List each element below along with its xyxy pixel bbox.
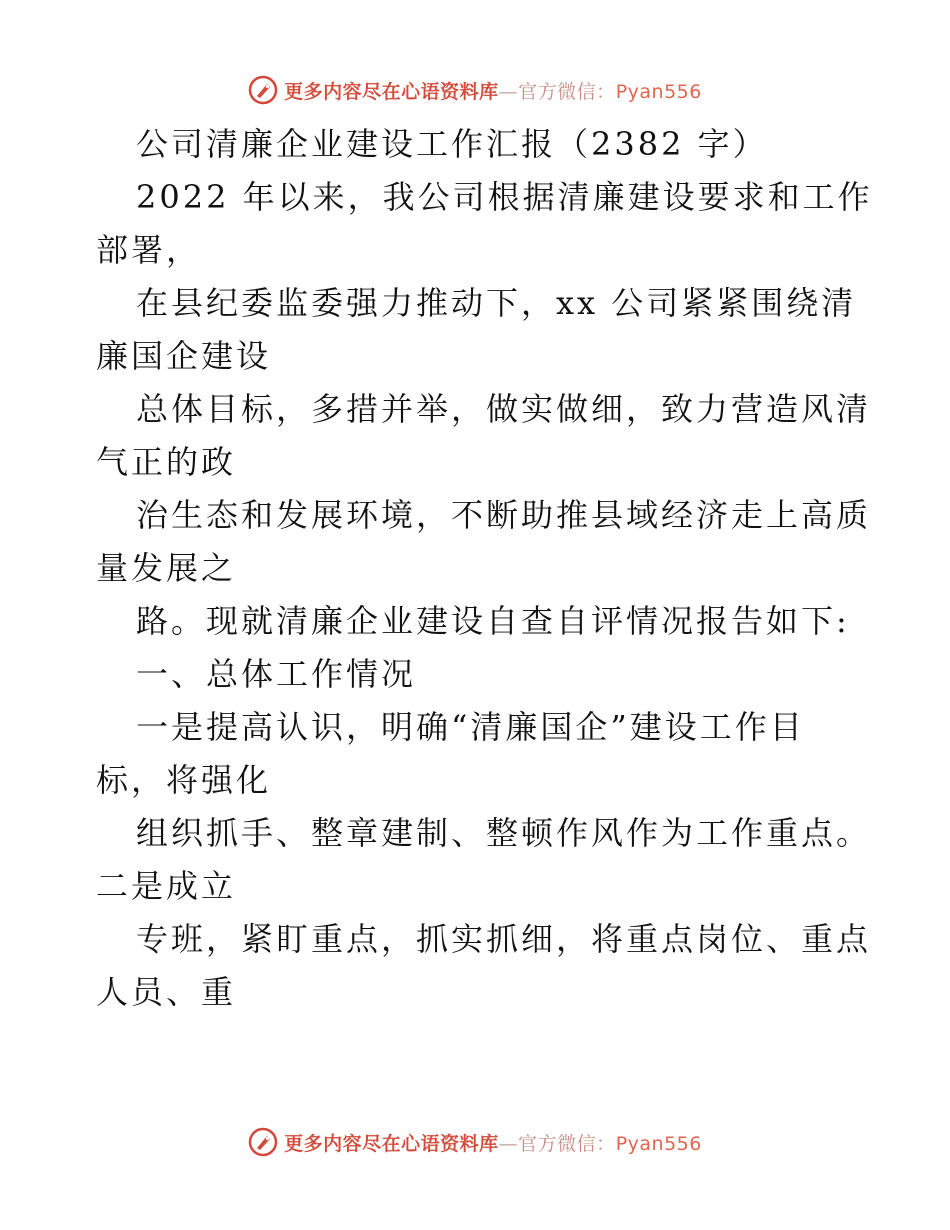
document-body [96, 118, 873, 1019]
paragraph-line: 廉国企建设 [96, 337, 272, 375]
watermark-site: 更多内容尽在心语资料库 [284, 80, 499, 103]
pen-nib-icon [248, 1127, 278, 1157]
header-watermark [0, 72, 950, 108]
paragraph-line: 标，将强化 [96, 761, 272, 799]
paragraph-line: 一、总体工作情况 [136, 655, 417, 693]
footer-watermark [0, 1124, 950, 1160]
watermark-site: 更多内容尽在心语资料库 [284, 1132, 499, 1155]
watermark-dash: — [498, 1132, 519, 1155]
paragraph-line: 部署， [96, 231, 202, 269]
paragraph-line: 治生态和发展环境，不断助推县域经济走上高质 [136, 496, 872, 534]
pen-nib-icon [248, 75, 278, 105]
watermark-label: 官方微信： [518, 80, 616, 103]
paragraph-line: 在县纪委监委强力推动下，xx 公司紧紧围绕清 [136, 284, 857, 322]
paragraph-line: 组织抓手、整章建制、整顿作风作为工作重点。 [136, 814, 872, 852]
paragraph-line: 总体目标，多措并举，做实做细，致力营造风清 [136, 390, 872, 428]
paragraph-line: 专班，紧盯重点，抓实抓细，将重点岗位、重点 [136, 920, 872, 958]
paragraph-line: 人员、重 [96, 973, 237, 1011]
watermark-id: Pyan556 [615, 1132, 702, 1155]
paragraph-line: 量发展之 [96, 549, 237, 587]
paragraph-line: 2022 年以来，我公司根据清廉建设要求和工作 [136, 178, 873, 216]
watermark-id: Pyan556 [615, 80, 702, 103]
paragraph-line: 二是成立 [96, 867, 237, 905]
document-title: 公司清廉企业建设工作汇报（2382 字） [136, 125, 768, 163]
watermark-dash: — [498, 80, 519, 103]
paragraph-line: 路。现就清廉企业建设自查自评情况报告如下: [136, 602, 850, 640]
watermark-label: 官方微信： [518, 1132, 616, 1155]
paragraph-line: 气正的政 [96, 443, 237, 481]
paragraph-line: 一是提高认识，明确“清廉国企”建设工作目 [136, 708, 805, 746]
